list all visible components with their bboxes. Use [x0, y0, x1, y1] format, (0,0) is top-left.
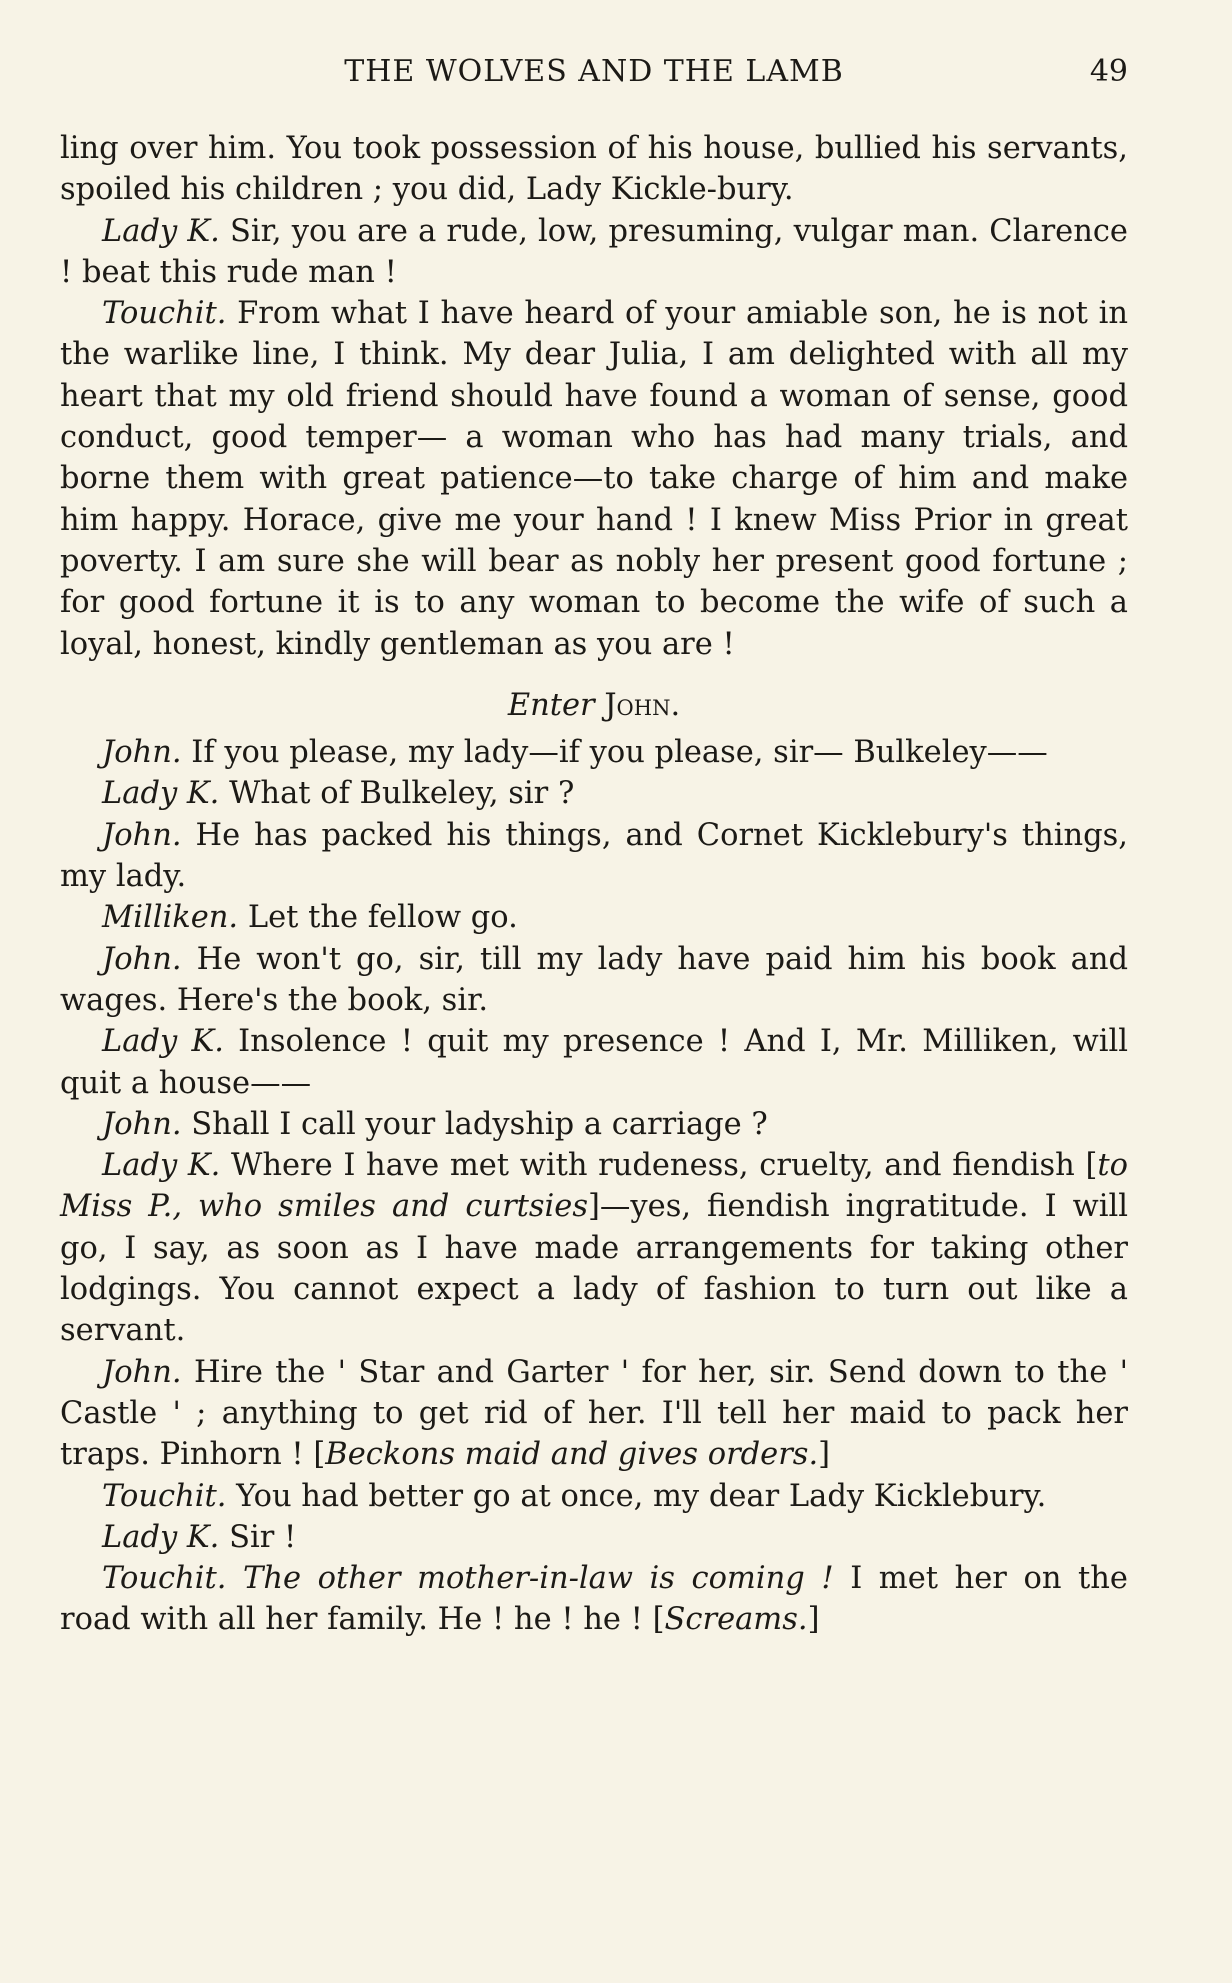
speech-lady-k [60, 1145, 1128, 1351]
speech-text: Sir ! [229, 1519, 297, 1555]
speech-text: Where I have met with rudeness, cruelty, and fiendish [ [231, 1148, 1098, 1184]
speaker-name: Lady K. [102, 1148, 221, 1184]
inline-stage-direction: Screams. [664, 1602, 808, 1638]
speaker-name: John. [102, 735, 182, 771]
speaker-name: Milliken. [102, 900, 239, 936]
speech-john [60, 939, 1128, 1022]
speech-milliken [60, 897, 1128, 938]
speaker-name: John. [102, 941, 182, 977]
speaker-name: Lady K. [102, 776, 220, 812]
speech-text: Shall I call your ladyship a carriage ? [191, 1106, 768, 1142]
bracket-close: ] [807, 1602, 820, 1638]
speaker-name: Touchit. [102, 1561, 227, 1597]
speech-text: What of Bulkeley, sir ? [229, 776, 575, 812]
page-body [60, 128, 1128, 1641]
speech-john [60, 1352, 1128, 1476]
speech-john [60, 1104, 1128, 1145]
speech-touchit [60, 1476, 1128, 1517]
speech-touchit [60, 293, 1128, 665]
speaker-name: Touchit. [102, 1478, 227, 1514]
inline-stage-direction: to Miss P., who smiles and curtsies [60, 1148, 1128, 1225]
running-head [60, 48, 1128, 96]
speaker-name: Lady K. [102, 1519, 220, 1555]
speech-text: If you please, my lady—if you please, sir— Bulkeley—— [191, 735, 1048, 771]
speech-text: He has packed his things, and Cornet Kicklebury's things, my lady. [60, 817, 1128, 895]
paragraph-continuation [60, 128, 1128, 211]
running-title: THE WOLVES AND THE LAMB [344, 54, 844, 89]
inline-stage-direction: The other mother-in-law is coming ! [243, 1561, 834, 1597]
speech-lady-k [60, 1517, 1128, 1558]
speech-text: He won't go, sir, till my lady have paid him his book and wages. Here's the book, sir. [60, 941, 1128, 1018]
speaker-name: Touchit. [102, 296, 227, 332]
speech-lady-k [60, 1021, 1128, 1104]
paragraph-text: ling over him. You took possession of his house, bullied his servants, spoiled his children ; you did, Lady Kickle-bury. [60, 131, 1128, 208]
speaker-name: John. [102, 1106, 182, 1142]
speaker-name: John. [102, 1354, 182, 1390]
speech-text: Sir, you are a rude, low, presuming, vulgar man. Clarence ! beat this rude man ! [60, 213, 1128, 290]
page-number: 49 [1089, 54, 1128, 89]
bracket-close: ] [818, 1437, 831, 1473]
speech-text: From what I have heard of your amiable son, he is not in the warlike line, I think. My dear Julia, I am delighted with all my heart that my old friend should have found a woman of sense, good conduct, good temper— a woman who has had many trials, and borne them with great patience—to take charge of him and make him happy. Horace, give me your hand ! I knew Miss Prior in great poverty. I am sure she will bear as nobly her present good fortune ; for good fortune it is to any woman to become the wife of such a loyal, honest, kindly gentleman as you are ! [60, 296, 1128, 662]
speech-text: Let the fellow go. [247, 900, 518, 936]
speech-text: Insolence ! quit my presence ! And I, Mr. Milliken, will quit a house—— [60, 1024, 1128, 1101]
stage-direction-character: John. [604, 687, 681, 723]
stage-direction-verb: Enter [507, 687, 595, 723]
speech-touchit [60, 1558, 1128, 1641]
speech-text: ]—yes, fiendish ingratitude. I will go, I say, as soon as I have made arrangements for taking other lodgings. You cannot expect a lady of fashion to turn out like a servant. [60, 1189, 1128, 1349]
speech-john [60, 815, 1128, 898]
inline-stage-direction: Beckons maid and gives orders. [325, 1437, 819, 1473]
speech-text: I met her on the road with all her family. He ! he ! he ! [ [60, 1561, 1128, 1638]
speaker-name: Lady K. [102, 1024, 224, 1060]
speaker-name: John. [102, 817, 182, 853]
speech-text: Hire the ' Star and Garter ' for her, sir. Send down to the ' Castle ' ; anything to get rid of her. I'll tell her maid to pack her traps. Pinhorn ! [ [60, 1354, 1128, 1473]
speech-lady-k [60, 773, 1128, 814]
speech-text: You had better go at once, my dear Lady Kicklebury. [236, 1478, 1047, 1514]
speech-lady-k [60, 211, 1128, 294]
stage-direction-enter [60, 685, 1128, 726]
speech-john [60, 732, 1128, 773]
speaker-name: Lady K. [102, 213, 220, 249]
